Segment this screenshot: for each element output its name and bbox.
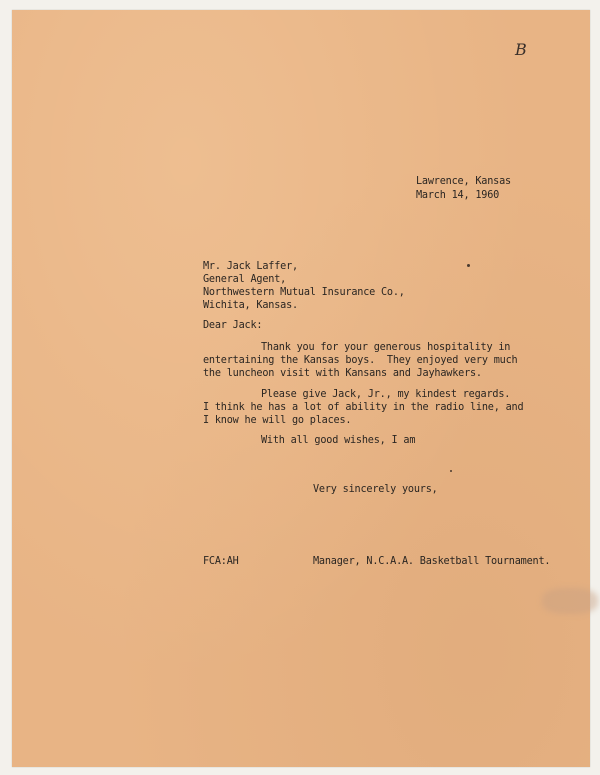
- signature-title: Manager, N.C.A.A. Basketball Tournament.: [313, 556, 551, 567]
- handwritten-annotation: B: [515, 40, 527, 59]
- recipient-city: Wichita, Kansas.: [203, 300, 298, 311]
- letter-place: Lawrence, Kansas: [416, 176, 511, 187]
- paragraph-1-line-2: entertaining the Kansas boys. They enjoyed very much: [203, 355, 518, 366]
- paper-speck: [450, 470, 452, 472]
- closing-wish: With all good wishes, I am: [261, 435, 416, 446]
- paragraph-1-line-1: Thank you for your generous hospitality in: [261, 342, 511, 353]
- letter-page: [12, 10, 590, 767]
- letter-date: March 14, 1960: [416, 190, 500, 201]
- paper-smudge: [542, 588, 598, 614]
- recipient-name: Mr. Jack Laffer,: [203, 261, 298, 272]
- recipient-title: General Agent,: [203, 274, 287, 285]
- paragraph-2-line-3: I know he will go places.: [203, 415, 352, 426]
- typist-initials: FCA:AH: [203, 556, 239, 567]
- recipient-company: Northwestern Mutual Insurance Co.,: [203, 287, 405, 298]
- paragraph-1-line-3: the luncheon visit with Kansans and Jayhawkers.: [203, 368, 482, 379]
- salutation: Dear Jack:: [203, 320, 263, 331]
- paragraph-2-line-1: Please give Jack, Jr., my kindest regards.: [261, 389, 511, 400]
- complimentary-close: Very sincerely yours,: [313, 484, 438, 495]
- paragraph-2-line-2: I think he has a lot of ability in the radio line, and: [203, 402, 524, 413]
- paper-speck: [467, 264, 470, 267]
